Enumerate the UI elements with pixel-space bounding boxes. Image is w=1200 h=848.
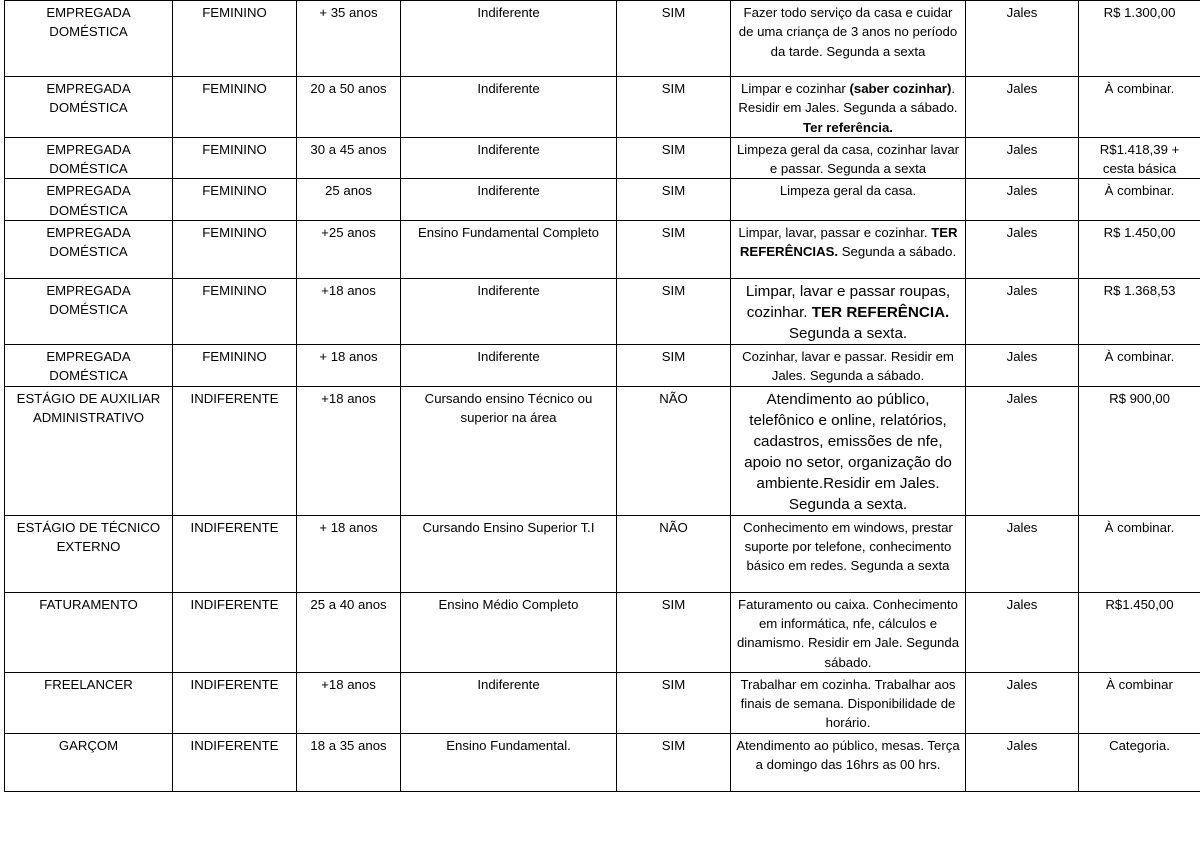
salario-cell: À combinar. xyxy=(1079,345,1200,387)
table-row xyxy=(5,386,1200,515)
atividades-text: Cozinhar, lavar e passar. Residir em Jales. Segunda a sábado. xyxy=(742,349,954,384)
sexo-cell: FEMININO xyxy=(173,345,297,387)
atividades-cell xyxy=(731,179,966,221)
escolaridade-cell: Indiferente xyxy=(401,279,617,345)
table-row xyxy=(5,1,1200,77)
salario-cell: À combinar. xyxy=(1079,515,1200,592)
atividades-cell xyxy=(731,77,966,138)
table-row xyxy=(5,221,1200,279)
atividades-bold-text: (saber cozinhar) xyxy=(849,81,952,96)
escolaridade-cell: Indiferente xyxy=(401,1,617,77)
cargo-cell: FATURAMENTO xyxy=(5,592,173,672)
cargo-cell: GARÇOM xyxy=(5,733,173,791)
cidade-cell: Jales xyxy=(966,137,1079,179)
table-row xyxy=(5,345,1200,387)
atividades-text: Atendimento ao público, mesas. Terça a domingo das 16hrs as 00 hrs. xyxy=(736,737,960,773)
cargo-cell: EMPREGADA DOMÉSTICA xyxy=(5,279,173,345)
cidade-cell: Jales xyxy=(966,345,1079,387)
cidade-cell: Jales xyxy=(966,733,1079,791)
experiencia-cell: SIM xyxy=(617,221,731,279)
salario-cell: R$ 900,00 xyxy=(1079,386,1200,515)
atividades-text: Limpeza geral da casa, cozinhar lavar e passar. Segunda a sexta xyxy=(736,141,960,177)
experiencia-cell: SIM xyxy=(617,137,731,179)
escolaridade-cell: Ensino Médio Completo xyxy=(401,592,617,672)
cidade-cell: Jales xyxy=(966,1,1079,77)
job-rows xyxy=(5,1,1200,792)
table-row xyxy=(5,137,1200,179)
idade-cell: 18 a 35 anos xyxy=(297,733,401,791)
sexo-cell: INDIFERENTE xyxy=(173,672,297,733)
table-row xyxy=(5,672,1200,733)
experiencia-cell: SIM xyxy=(617,733,731,791)
sexo-cell: FEMININO xyxy=(173,279,297,345)
idade-cell: + 18 anos xyxy=(297,515,401,592)
cidade-cell: Jales xyxy=(966,515,1079,592)
experiencia-cell: SIM xyxy=(617,345,731,387)
sexo-cell: INDIFERENTE xyxy=(173,386,297,515)
atividades-bold-text: TER REFERÊNCIA. xyxy=(811,304,950,322)
atividades-text: Atendimento ao público, telefônico e online, relatórios, cadastros, emissões de nfe, apoio no setor, organização do ambiente.Residir em Jales. Segunda a sexta. xyxy=(744,390,952,513)
idade-cell: +18 anos xyxy=(297,672,401,733)
atividades-text: Faturamento ou caixa. Conhecimento em informática, nfe, cálculos e dinamismo. Residir em Jale. Segunda sábado. xyxy=(736,596,960,670)
atividades-text: Segunda a sábado. xyxy=(838,244,957,260)
experiencia-cell: SIM xyxy=(617,672,731,733)
idade-cell: 30 a 45 anos xyxy=(297,137,401,179)
experiencia-cell: SIM xyxy=(617,279,731,345)
atividades-cell xyxy=(731,221,966,279)
salario-cell: R$ 1.300,00 xyxy=(1079,1,1200,77)
atividades-text: Segunda a sexta. xyxy=(788,325,908,343)
cargo-cell: ESTÁGIO DE TÉCNICO EXTERNO xyxy=(5,515,173,592)
idade-cell: + 35 anos xyxy=(297,1,401,77)
cargo-cell: ESTÁGIO DE AUXILIAR ADMINISTRATIVO xyxy=(5,386,173,515)
atividades-bold-text: Ter referência. xyxy=(803,119,893,135)
experiencia-cell: NÃO xyxy=(617,515,731,592)
atividades-text: Fazer todo serviço da casa e cuidar de uma criança de 3 anos no período da tarde. Segunda a sexta xyxy=(738,5,958,59)
table-row xyxy=(5,733,1200,791)
atividades-text: Limpar, lavar e passar roupas, cozinhar. xyxy=(745,283,951,322)
cargo-cell: FREELANCER xyxy=(5,672,173,733)
sexo-cell: INDIFERENTE xyxy=(173,733,297,791)
atividades-text: Conhecimento em windows, prestar suporte por telefone, conhecimento básico em redes. Segunda a sexta xyxy=(743,519,953,574)
salario-cell: À combinar xyxy=(1079,672,1200,733)
escolaridade-cell: Indiferente xyxy=(401,137,617,179)
sexo-cell: FEMININO xyxy=(173,179,297,221)
idade-cell: + 18 anos xyxy=(297,345,401,387)
job-listings-table xyxy=(4,0,1200,792)
atividades-text: . Residir em Jales. Segunda a sábado. xyxy=(738,81,958,116)
experiencia-cell: NÃO xyxy=(617,386,731,515)
experiencia-cell: SIM xyxy=(617,1,731,77)
table-row xyxy=(5,515,1200,592)
atividades-cell xyxy=(731,137,966,179)
cidade-cell: Jales xyxy=(966,672,1079,733)
sexo-cell: FEMININO xyxy=(173,221,297,279)
salario-cell: À combinar. xyxy=(1079,77,1200,138)
cargo-cell: EMPREGADA DOMÉSTICA xyxy=(5,221,173,279)
cidade-cell: Jales xyxy=(966,592,1079,672)
atividades-cell xyxy=(731,592,966,672)
idade-cell: 20 a 50 anos xyxy=(297,77,401,138)
salario-cell: R$ 1.450,00 xyxy=(1079,221,1200,279)
cargo-cell: EMPREGADA DOMÉSTICA xyxy=(5,179,173,221)
atividades-cell xyxy=(731,279,966,345)
cargo-cell: EMPREGADA DOMÉSTICA xyxy=(5,345,173,387)
cidade-cell: Jales xyxy=(966,386,1079,515)
sexo-cell: INDIFERENTE xyxy=(173,592,297,672)
atividades-text: Limpar, lavar, passar e cozinhar. xyxy=(738,225,932,241)
sexo-cell: FEMININO xyxy=(173,77,297,138)
cidade-cell: Jales xyxy=(966,221,1079,279)
escolaridade-cell: Ensino Fundamental Completo xyxy=(401,221,617,279)
salario-cell: R$ 1.368,53 xyxy=(1079,279,1200,345)
salario-cell: R$1.450,00 xyxy=(1079,592,1200,672)
atividades-cell xyxy=(731,672,966,733)
atividades-cell xyxy=(731,345,966,387)
sexo-cell: FEMININO xyxy=(173,1,297,77)
idade-cell: 25 a 40 anos xyxy=(297,592,401,672)
table-row xyxy=(5,77,1200,138)
atividades-cell xyxy=(731,515,966,592)
table-row xyxy=(5,179,1200,221)
atividades-cell xyxy=(731,386,966,515)
escolaridade-cell: Ensino Fundamental. xyxy=(401,733,617,791)
sexo-cell: FEMININO xyxy=(173,137,297,179)
idade-cell: +18 anos xyxy=(297,279,401,345)
cidade-cell: Jales xyxy=(966,77,1079,138)
table-row xyxy=(5,592,1200,672)
escolaridade-cell: Indiferente xyxy=(401,672,617,733)
sexo-cell: INDIFERENTE xyxy=(173,515,297,592)
table-row xyxy=(5,279,1200,345)
atividades-text: Limpar e cozinhar xyxy=(740,81,850,96)
idade-cell: +18 anos xyxy=(297,386,401,515)
idade-cell: 25 anos xyxy=(297,179,401,221)
atividades-text: Trabalhar em cozinha. Trabalhar aos finais de semana. Disponibilidade de horário. xyxy=(740,676,956,731)
cidade-cell: Jales xyxy=(966,179,1079,221)
cidade-cell: Jales xyxy=(966,279,1079,345)
cargo-cell: EMPREGADA DOMÉSTICA xyxy=(5,1,173,77)
escolaridade-cell: Cursando ensino Técnico ou superior na área xyxy=(401,386,617,515)
salario-cell: À combinar. xyxy=(1079,179,1200,221)
idade-cell: +25 anos xyxy=(297,221,401,279)
experiencia-cell: SIM xyxy=(617,179,731,221)
experiencia-cell: SIM xyxy=(617,592,731,672)
cargo-cell: EMPREGADA DOMÉSTICA xyxy=(5,77,173,138)
cargo-cell: EMPREGADA DOMÉSTICA xyxy=(5,137,173,179)
escolaridade-cell: Cursando Ensino Superior T.I xyxy=(401,515,617,592)
atividades-text: Limpeza geral da casa. xyxy=(779,183,917,199)
escolaridade-cell: Indiferente xyxy=(401,179,617,221)
experiencia-cell: SIM xyxy=(617,77,731,138)
atividades-cell xyxy=(731,1,966,77)
salario-cell: Categoria. xyxy=(1079,733,1200,791)
atividades-cell xyxy=(731,733,966,791)
atividades-bold-text: TER REFERÊNCIAS. xyxy=(739,225,958,260)
escolaridade-cell: Indiferente xyxy=(401,77,617,138)
escolaridade-cell: Indiferente xyxy=(401,345,617,387)
salario-cell: R$1.418,39 + cesta básica xyxy=(1079,137,1200,179)
